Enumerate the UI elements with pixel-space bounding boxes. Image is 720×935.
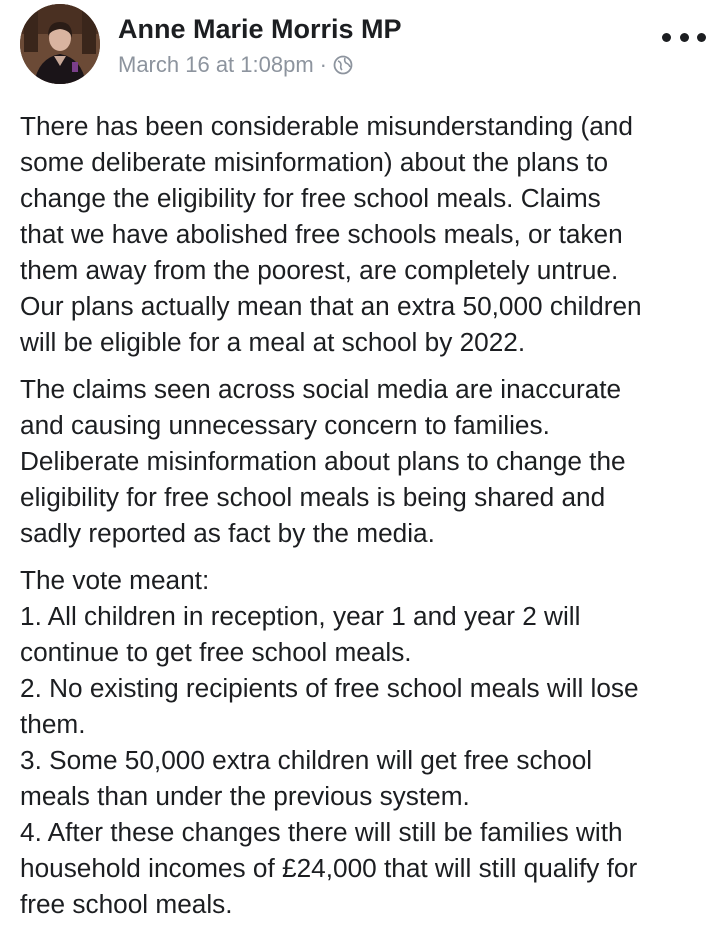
avatar[interactable] bbox=[20, 4, 100, 84]
globe-icon[interactable] bbox=[333, 55, 353, 75]
more-dot bbox=[697, 33, 706, 42]
avatar-photo-icon bbox=[20, 4, 100, 84]
post-paragraph: There has been considerable misunderstanding (and some deliberate misinformation) about the plans to change the eligibility for free school meals. Claims that we have abolished free schools meals, or taken them away from the poorest, are completely untrue. Our plans actually mean that an extra 50,000 children will be eligible for a meal at school by 2022. bbox=[20, 111, 642, 357]
post-paragraph: The vote meant: 1. All children in reception, year 1 and year 2 will continue to get free school meals. 2. No existing recipients of free school meals will lose them. 3. Some 50,000 extra children will get free school meals than under the previous system. 4. After these changes there will still be families with household incomes of £24,000 that will still qualify for free school meals. bbox=[20, 565, 639, 919]
post-timestamp[interactable]: March 16 at 1:08pm bbox=[118, 52, 314, 77]
more-dot bbox=[662, 33, 671, 42]
post-paragraph: The claims seen across social media are inaccurate and causing unnecessary concern to families. Deliberate misinformation about plans to change the eligibility for free school meals is being shared and sadly reported as fact by the media. bbox=[20, 374, 626, 548]
post-meta bbox=[118, 52, 353, 78]
author-name[interactable]: Anne Marie Morris MP bbox=[118, 14, 402, 44]
more-dot bbox=[680, 33, 689, 42]
post-body bbox=[20, 108, 710, 933]
meta-separator: · bbox=[319, 52, 327, 77]
post-header bbox=[20, 4, 710, 88]
more-options-icon[interactable] bbox=[662, 26, 706, 48]
